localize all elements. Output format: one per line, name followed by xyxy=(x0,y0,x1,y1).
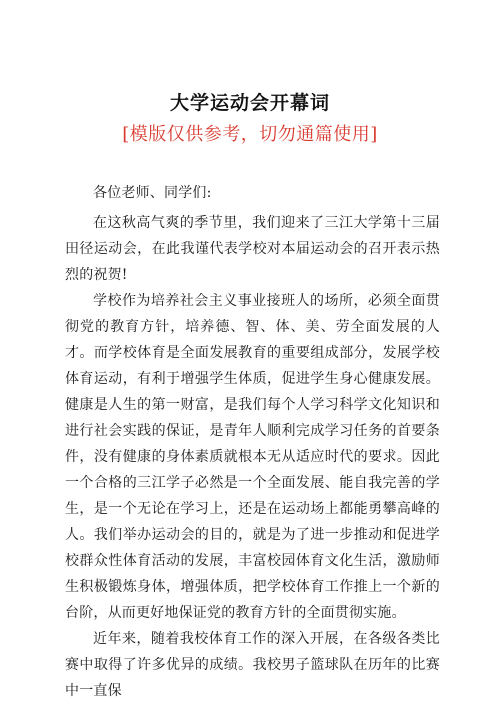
body-paragraph-3: 近年来，随着我校体育工作的深入开展，在各级各类比赛中取得了许多优异的成绩。我校男子篮球队在历年的比赛中一直保 xyxy=(65,631,440,699)
body-paragraph-1: 在这秋高气爽的季节里，我们迎来了三江大学第十三届田径运动会，在此我谨代表学校对本届运动会的召开表示热烈的祝贺! xyxy=(65,215,440,283)
document-body xyxy=(65,180,440,704)
greeting-line: 各位老师、同学们: xyxy=(93,185,212,201)
document-title: 大学运动会开幕词 xyxy=(169,92,330,114)
body-paragraph-2: 学校作为培养社会主义事业接班人的场所，必须全面贯彻党的教育方针，培养德、智、体、美、劳全面发展的人才。而学校体育是全面发展教育的重要组成部分，发展学校体育运动，有利于增强学生体质，促进学生身心健康发展。健康是人生的第一财富，是我们每个人学习科学文化知识和进行社会实践的保证，是青年人顺利完成学习任务的首要条件，没有健康的身体素质就根本无从适应时代的要求。因此一个合格的三江学子必然是一个全面发展、能自我完善的学生，是一个无论在学习上，还是在运动场上都能勇攀高峰的人。我们举办运动会的目的，就是为了进一步推动和促进学校群众性体育活动的发展，丰富校园体育文化生活，激励师生积极锻炼身体，增强体质，把学校体育工作推上一个新的台阶，从而更好地保证党的教育方针的全面贯彻实施。 xyxy=(65,293,440,621)
document-subtitle: [模版仅供参考，切勿通篇使用] xyxy=(122,124,378,145)
